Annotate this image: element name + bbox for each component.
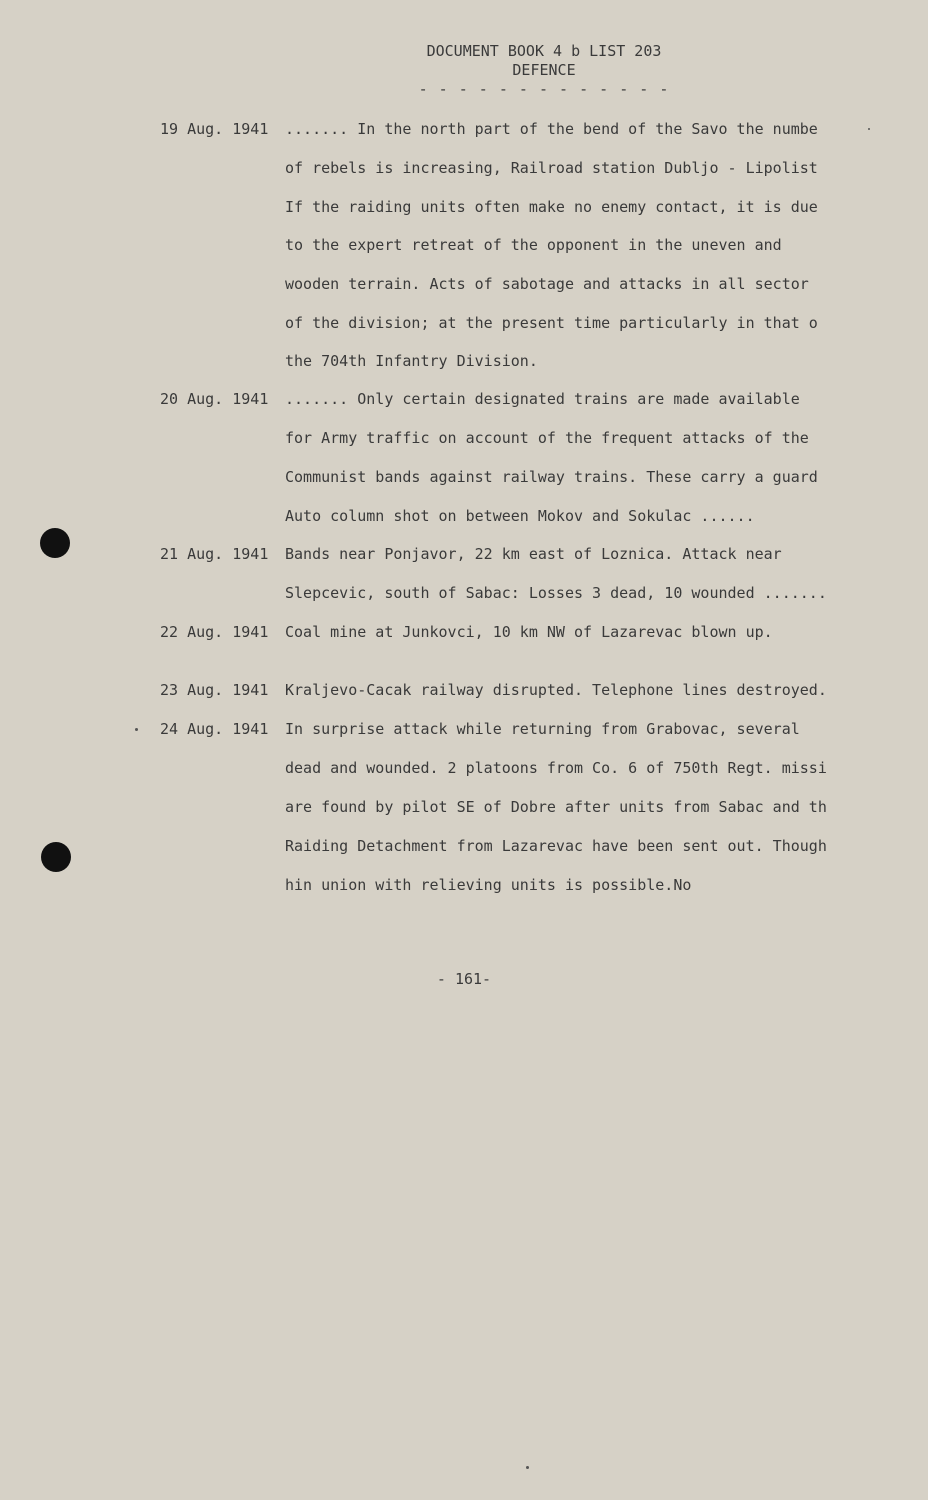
entry-date: 22 Aug. 1941 xyxy=(160,623,269,641)
document-subtitle: DEFENCE xyxy=(512,61,576,79)
punch-hole xyxy=(40,528,70,558)
entry-line: of the division; at the present time particularly in that o xyxy=(285,314,818,332)
entry-line: of rebels is increasing, Railroad station Dubljo - Lipolist xyxy=(285,159,818,177)
page-number: - 161- xyxy=(436,970,492,988)
document-title: DOCUMENT BOOK 4 b LIST 203 xyxy=(426,42,662,60)
entry-line: to the expert retreat of the opponent in the uneven and xyxy=(285,236,782,254)
paper-speck xyxy=(526,1466,529,1469)
entry-line: ....... In the north part of the bend of the Savo the numbe xyxy=(285,120,818,138)
entry-line: In surprise attack while returning from Grabovac, several xyxy=(285,720,800,738)
entry-line: Coal mine at Junkovci, 10 km NW of Lazarevac blown up. xyxy=(285,623,773,641)
entry-line: dead and wounded. 2 platoons from Co. 6 of 750th Regt. missi xyxy=(285,759,827,777)
entry-date: 19 Aug. 1941 xyxy=(160,120,269,138)
paper-speck xyxy=(868,128,870,130)
entry-line: If the raiding units often make no enemy contact, it is due xyxy=(285,198,818,216)
entry-line: Raiding Detachment from Lazarevac have been sent out. Though xyxy=(285,837,827,855)
entry-line: hin union with relieving units is possible.No xyxy=(285,876,692,894)
entry-date: 21 Aug. 1941 xyxy=(160,545,269,563)
entry-line: for Army traffic on account of the frequent attacks of the xyxy=(285,429,809,447)
entry-date: 24 Aug. 1941 xyxy=(160,720,269,738)
entry-date: 23 Aug. 1941 xyxy=(160,681,269,699)
entry-line: ....... Only certain designated trains are made available xyxy=(285,390,800,408)
entry-date: 20 Aug. 1941 xyxy=(160,390,269,408)
entry-line: wooden terrain. Acts of sabotage and attacks in all sector xyxy=(285,275,809,293)
punch-hole xyxy=(41,842,71,872)
entry-line: Auto column shot on between Mokov and Sokulac ...... xyxy=(285,507,755,525)
entry-line: are found by pilot SE of Dobre after units from Sabac and th xyxy=(285,798,827,816)
entry-line: the 704th Infantry Division. xyxy=(285,352,538,370)
entry-line: Bands near Ponjavor, 22 km east of Loznica. Attack near xyxy=(285,545,782,563)
entry-line: Kraljevo-Cacak railway disrupted. Telephone lines destroyed. xyxy=(285,681,827,699)
entry-line: Slepcevic, south of Sabac: Losses 3 dead, 10 wounded ....... xyxy=(285,584,827,602)
paper-speck xyxy=(135,728,138,731)
entry-line: Communist bands against railway trains. These carry a guard xyxy=(285,468,818,486)
header-rule: - - - - - - - - - - - - - xyxy=(418,80,670,98)
